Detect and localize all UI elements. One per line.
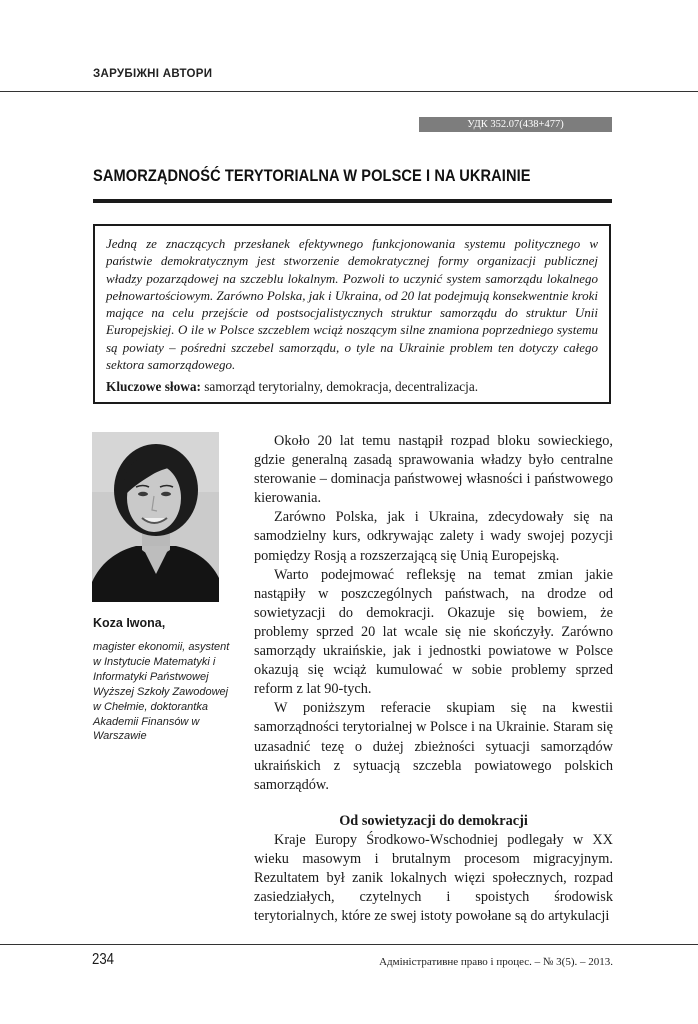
author-affiliation: magister ekonomii, asystent w Instytucie Matematyki i Informatyki Państwowej Wyższej Szkoły Zawodowej w Chełmie, doktorantka Akademii Finansów w Warszawie xyxy=(93,641,230,743)
paragraph: Zarówno Polska, jak i Ukraina, zdecydowały się na samodzielny kurs, odkrywając zalety i wady swojej pozycji pomiędzy Rosją a rozszerzającą się Unią Europejską. xyxy=(254,509,613,564)
running-head: ЗАРУБІЖНІ АВТОРИ xyxy=(93,68,213,80)
paragraph: Kraje Europy Środkowo-Wschodniej podlegały w XX wieku masowym i brutalnym procesom migracyjnym. Rezultatem był zanik lokalnych więzi społecznych, rozpad zasiedziałych, czytelnych i spoistych środowisk terytorialnych, które ze swej istoty powołane są do artykulacji xyxy=(254,831,613,925)
paragraph: Około 20 lat temu nastąpił rozpad bloku sowieckiego, gdzie generalną zasadą sprawowania władzy było centralne sterowanie – dominacja państwowej własności i państwowego kierowania. xyxy=(254,433,613,507)
body-text xyxy=(254,432,613,926)
footer-rule xyxy=(0,944,698,945)
abstract-box xyxy=(93,224,611,404)
portrait-image xyxy=(92,432,219,602)
author-name: Koza Iwona, xyxy=(93,616,166,630)
paragraph: W poniższym referacie skupiam się na kwestii samorządności terytorialnej w Polsce i na Ukrainie. Staram się uzasadnić tezę o dużej zbieżności sytuacji samorządów ukraińskich z sytuacją szczebla powiatowego polskich samorządów. xyxy=(254,700,613,793)
paragraph: Warto podejmować refleksję na temat zmian jakie nastąpiły w poszczególnych państwach, na drodze od sowietyzacji do demokracji. Okazuje się bowiem, że problemy sprzed 20 lat wcale się nie skończyły. Zarówno samorządy ukraińskie, jak i jednostki powiatowe w Polsce okazują się wciąż kumulować w sobie problemy sprzed reform z lat 90-tych. xyxy=(254,566,613,698)
section-heading: Od sowietyzacji do demokracji xyxy=(339,812,528,829)
page-number: 234 xyxy=(92,951,114,968)
author-photo xyxy=(92,432,219,602)
keywords-label: Kluczowe słowa: xyxy=(106,379,201,395)
header-rule xyxy=(0,91,698,92)
title-rule xyxy=(93,199,612,203)
keywords-list: samorząd terytorialny, demokracja, decentralizacja. xyxy=(200,379,479,395)
udk-label: УДК 352.07(438+477) xyxy=(419,117,612,132)
article-title: SAMORZĄDNOŚĆ TERYTORIALNA W POLSCE I NA UKRAINIE xyxy=(93,166,531,185)
journal-citation: Адміністративне право і процес. – № 3(5). – 2013. xyxy=(379,956,613,968)
keywords xyxy=(106,378,598,395)
abstract-text: Jedną ze znaczących przesłanek efektywnego funkcjonowania systemu politycznego w państwie demokratycznym jest stworzenie demokratycznej formy organizacji publicznej władzy pozarządowej na szczeblu lokalnym. Pozwoli to uczynić system samorządu lokalnego pełnowartościowym. Zarówno Polska, jak i Ukraina, od 20 lat podejmują konsekwentnie kroki mające na celu przejście od postsocjalistycznych struktur samorządu do struktur Unii Europejskiej. O ile w Polsce szczeblem wciąż noszącym silne znamiona poprzedniego systemu są powiaty – pośredni szczebel samorządu, o tyle na Ukrainie problem ten dotyczy całego sektora samorządowego. xyxy=(106,236,598,373)
